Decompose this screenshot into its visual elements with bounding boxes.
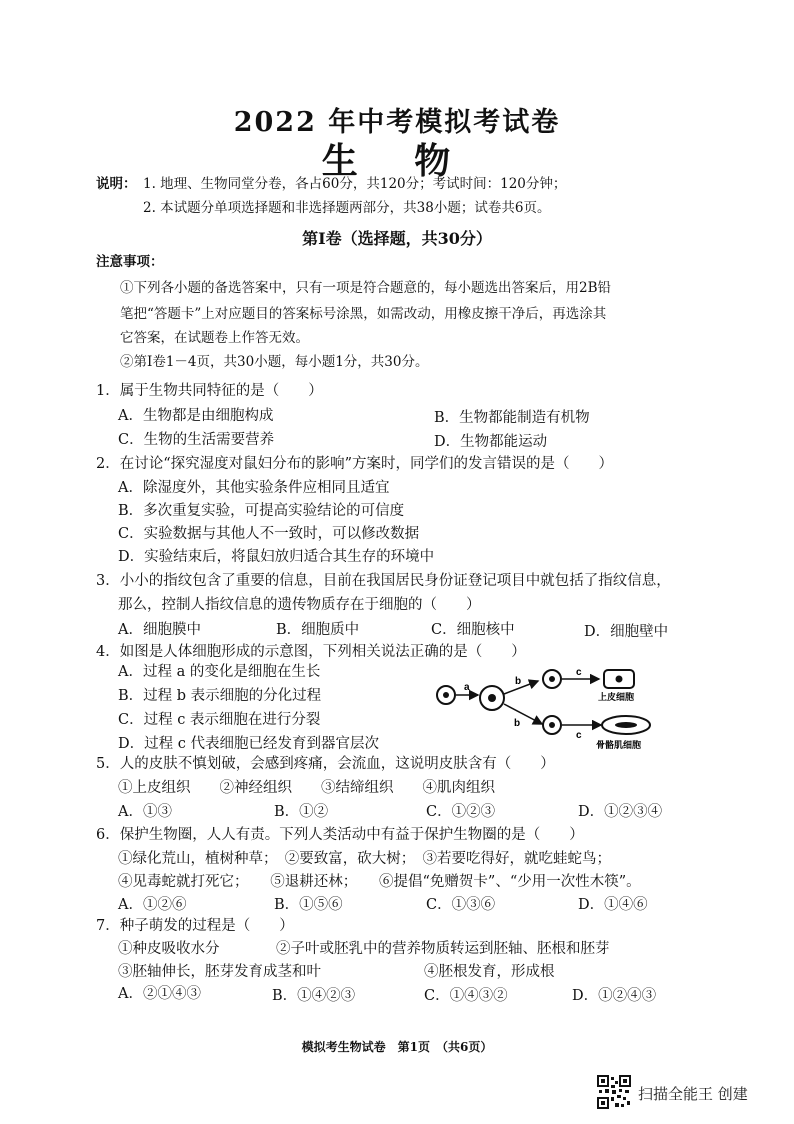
q7-item-4: ④胚根发育，形成根 <box>424 964 555 980</box>
q7-item-3: ③胚轴伸长，胚芽发育成茎和叶 <box>118 964 321 980</box>
note-line-1: 1. 地理、生物同堂分卷，各占60分，共120分；考试时间：120分钟； <box>143 176 567 192</box>
q7-option-b: B．①④②③ <box>272 988 356 1004</box>
epithelial-cell-label: 上皮细胞 <box>598 693 635 703</box>
q3-stem-line-1: 3．小小的指纹包含了重要的信息，目前在我国居民身份证登记项目中就包括了指纹信息， <box>96 573 671 589</box>
notice-1-line-3: 它答案，在试题卷上作答无效。 <box>120 330 309 346</box>
q1-stem: 1．属于生物共同特征的是（ ） <box>96 383 323 399</box>
page-footer: 模拟考生物试卷 第1页 （共6页） <box>301 1040 493 1054</box>
subject-title: 生 物 <box>321 140 473 182</box>
label-b-bottom: b <box>514 718 521 729</box>
notice-1-line-1: ①下列各小题的备选答案中，只有一项是符合题意的，每小题选出答案后，用2B铅 <box>120 280 612 296</box>
q2-option-d: D．实验结束后，将鼠妇放归适合其生存的环境中 <box>118 549 435 565</box>
q1-option-c: C．生物的生活需要营养 <box>118 432 275 448</box>
q1-option-b: B．生物都能制造有机物 <box>434 410 590 426</box>
q7-item-2: ②子叶或胚乳中的营养物质转运到胚轴、胚根和胚芽 <box>276 941 610 957</box>
qr-code-icon <box>597 1075 631 1109</box>
q6-option-b: B．①⑤⑥ <box>274 897 343 913</box>
q6-option-d: D．①④⑥ <box>578 897 648 913</box>
note-line-2: 2. 本试题分单项选择题和非选择题两部分，共38小题；试卷共6页。 <box>143 200 551 216</box>
q6-items-line-2: ④见毒蛇就打死它； ⑤退耕还林； ⑥提倡“免赠贺卡”、“少用一次性木筷”。 <box>118 874 641 890</box>
q5-items: ①上皮组织 ②神经组织 ③结缔组织 ④肌肉组织 <box>118 780 495 796</box>
q5-option-b: B．①② <box>274 804 329 820</box>
q3-option-a: A．细胞膜中 <box>118 622 201 638</box>
q6-stem: 6．保护生物圈，人人有责。下列人类活动中有益于保护生物圈的是（ ） <box>96 827 584 843</box>
q5-option-c: C．①②③ <box>426 804 496 820</box>
q2-option-b: B．多次重复实验，可提高实验结论的可信度 <box>118 503 405 519</box>
q6-option-a: A．①②⑥ <box>118 897 187 913</box>
scanner-watermark: 扫描全能王 创建 <box>638 1085 748 1103</box>
notice-2: ②第Ⅰ卷1－4页，共30小题，每小题1分，共30分。 <box>120 354 429 370</box>
q4-stem: 4．如图是人体细胞形成的示意图，下列相关说法正确的是（ ） <box>96 644 526 660</box>
q3-stem-line-2: 那么，控制人指纹信息的遗传物质存在于细胞的（ ） <box>118 597 481 613</box>
label-b-top: b <box>515 676 522 687</box>
q4-option-d: D．过程 c 代表细胞已经发育到器官层次 <box>118 736 379 752</box>
q2-stem: 2．在讨论“探究湿度对鼠妇分布的影响”方案时，同学们的发言错误的是（ ） <box>96 456 614 472</box>
q5-option-a: A．①③ <box>118 804 172 820</box>
q6-items-line-1: ①绿化荒山，植树种草； ②要致富，砍大树； ③若要吃得好，就吃蛙蛇鸟； <box>118 851 611 867</box>
q1-option-d: D．生物都能运动 <box>434 434 548 450</box>
exam-title: 2022 年中考模拟考试卷 <box>233 107 561 138</box>
q5-option-d: D．①②③④ <box>578 804 663 820</box>
notice-label: 注意事项： <box>96 254 164 270</box>
label-c-bottom: c <box>576 730 582 741</box>
q6-option-c: C．①③⑥ <box>426 897 496 913</box>
notice-1-line-2: 笔把“答题卡”上对应题目的答案标号涂黑，如需改动，用橡皮擦干净后，再选涂其 <box>120 306 607 322</box>
q4-option-c: C．过程 c 表示细胞在进行分裂 <box>118 712 321 728</box>
q7-option-a: A．②①④③ <box>118 986 201 1002</box>
skeletal-muscle-cell-label: 骨骼肌细胞 <box>596 741 642 751</box>
q2-option-c: C．实验数据与其他人不一致时，可以修改数据 <box>118 526 420 542</box>
q5-stem: 5．人的皮肤不慎划破，会感到疼痛，会流血，这说明皮肤含有（ ） <box>96 756 555 772</box>
q3-option-d: D．细胞壁中 <box>584 624 669 640</box>
q3-option-c: C．细胞核中 <box>431 622 515 638</box>
q4-option-a: A．过程 a 的变化是细胞在生长 <box>118 664 321 680</box>
label-c-top: c <box>576 667 582 678</box>
q7-option-c: C．①④③② <box>424 988 508 1004</box>
q7-stem: 7．种子萌发的过程是（ ） <box>96 918 294 934</box>
q2-option-a: A．除湿度外，其他实验条件应相同且适宜 <box>118 480 390 496</box>
q7-option-d: D．①②④③ <box>572 988 657 1004</box>
q7-item-1: ①种皮吸收水分 <box>118 941 220 957</box>
q4-option-b: B．过程 b 表示细胞的分化过程 <box>118 688 322 704</box>
cell-formation-diagram <box>434 662 664 752</box>
note-label: 说明： <box>96 176 137 192</box>
q3-option-b: B．细胞质中 <box>276 622 360 638</box>
q1-option-a: A．生物都是由细胞构成 <box>118 408 274 424</box>
label-a: a <box>464 682 470 693</box>
section-title: 第Ⅰ卷（选择题，共30分） <box>302 229 492 248</box>
